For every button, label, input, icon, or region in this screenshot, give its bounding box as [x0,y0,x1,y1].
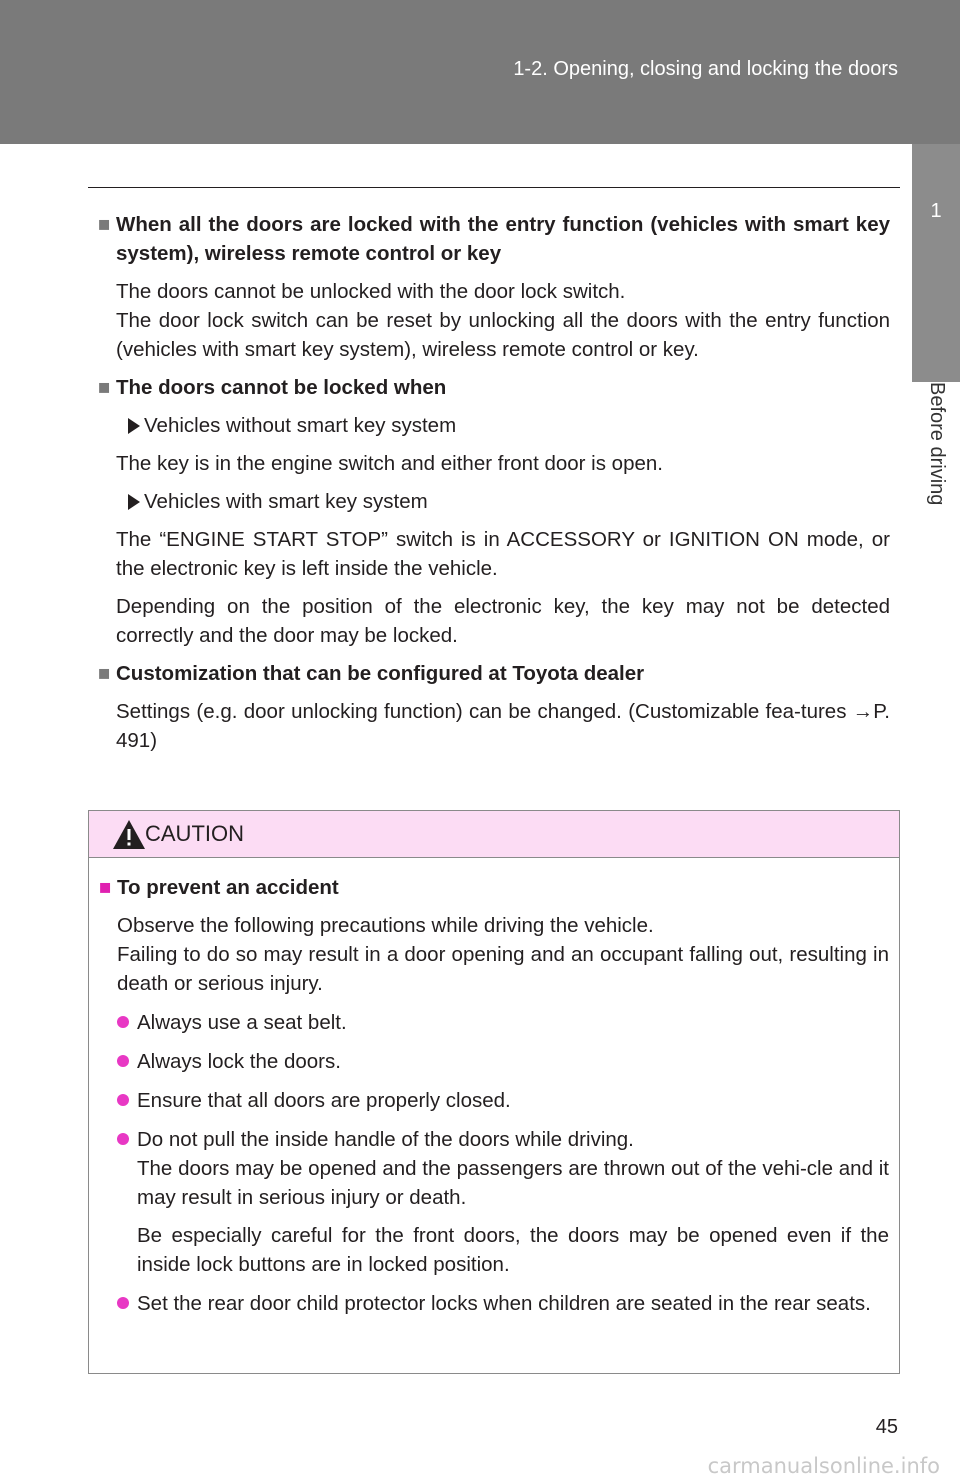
list-item-text: Ensure that all doors are properly closed. [137,1089,511,1112]
paragraph: The door lock switch can be reset by unlocking all the doors with the entry function (vehicles with smart key system), wireless remote control or key. [116,309,890,361]
section-heading-text: The doors cannot be locked when [116,376,447,399]
list-item [99,1047,889,1076]
bullet-dot-icon [117,1016,129,1028]
list-item [99,1086,889,1115]
list-item-text: The doors may be opened and the passengers are thrown out of the vehi-cle and it may result in serious injury or death. [137,1157,889,1209]
paragraph: Settings (e.g. door unlocking function) can be changed. (Customizable fea-tures →P. 491) [116,700,890,752]
page-header [0,0,960,144]
list-item-text: Be especially careful for the front doors, the doors may be opened even if the inside lock buttons are in locked position. [137,1224,889,1276]
list-item [99,1289,889,1318]
subheading-text: Vehicles with smart key system [144,490,428,513]
bullet-dot-icon [117,1133,129,1145]
paragraph: Failing to do so may result in a door opening and an occupant falling out, resulting in death or serious injury. [117,943,889,995]
bullet-dot-icon [117,1055,129,1067]
warning-icon [111,817,147,853]
list-item-text: Always lock the doors. [137,1050,341,1073]
bullet-dot-icon [117,1094,129,1106]
section-heading-text: Customization that can be configured at Toyota dealer [116,662,645,685]
section-heading [98,373,890,402]
square-bullet-icon: ■ [98,213,111,236]
caution-title: CAUTION [145,821,244,846]
chapter-label: Before driving [926,382,948,506]
list-item-text: Do not pull the inside handle of the doors while driving. [137,1128,634,1151]
square-bullet-icon: ■ [98,376,111,399]
chapter-number: 1 [930,200,942,222]
subheading [98,487,890,516]
caution-body [99,873,889,1318]
list-item [99,1125,889,1279]
subheading [98,411,890,440]
caution-heading-text: To prevent an accident [117,876,339,899]
paragraph: Observe the following precautions while driving the vehicle. [117,914,654,937]
list-item-text: Set the rear door child protector locks when children are seated in the rear seats. [137,1292,871,1315]
chapter-tab [912,144,960,382]
list-item [99,1008,889,1037]
caution-header [89,811,899,858]
subheading-text: Vehicles without smart key system [144,414,457,437]
caution-box [88,810,900,1374]
square-bullet-icon: ■ [99,876,112,899]
watermark: carmanualsonline.info [707,1454,940,1478]
triangle-arrow-icon [128,418,140,434]
caution-heading [99,873,889,902]
bullet-dot-icon [117,1297,129,1309]
chapter-side-label [912,382,960,542]
list-item-text: Always use a seat belt. [137,1011,347,1034]
page-number: 45 [875,1416,898,1438]
top-divider [88,187,900,188]
paragraph: The “ENGINE START STOP” switch is in ACCESSORY or IGNITION ON mode, or the electronic key is left inside the vehicle. [116,528,890,580]
paragraph: Depending on the position of the electronic key, the key may not be detected correctly and the door may be locked. [116,595,890,647]
square-bullet-icon: ■ [98,662,111,685]
paragraph: The doors cannot be unlocked with the door lock switch. [116,280,626,303]
section-heading [98,659,890,688]
chapter-title: 1-2. Opening, closing and locking the doors [513,58,898,80]
section-heading [98,210,890,268]
triangle-arrow-icon [128,494,140,510]
main-content [98,210,890,755]
paragraph: The key is in the engine switch and either front door is open. [116,452,663,475]
section-heading-text: When all the doors are locked with the entry function (vehicles with smart key system), wireless remote control or key [116,213,890,265]
